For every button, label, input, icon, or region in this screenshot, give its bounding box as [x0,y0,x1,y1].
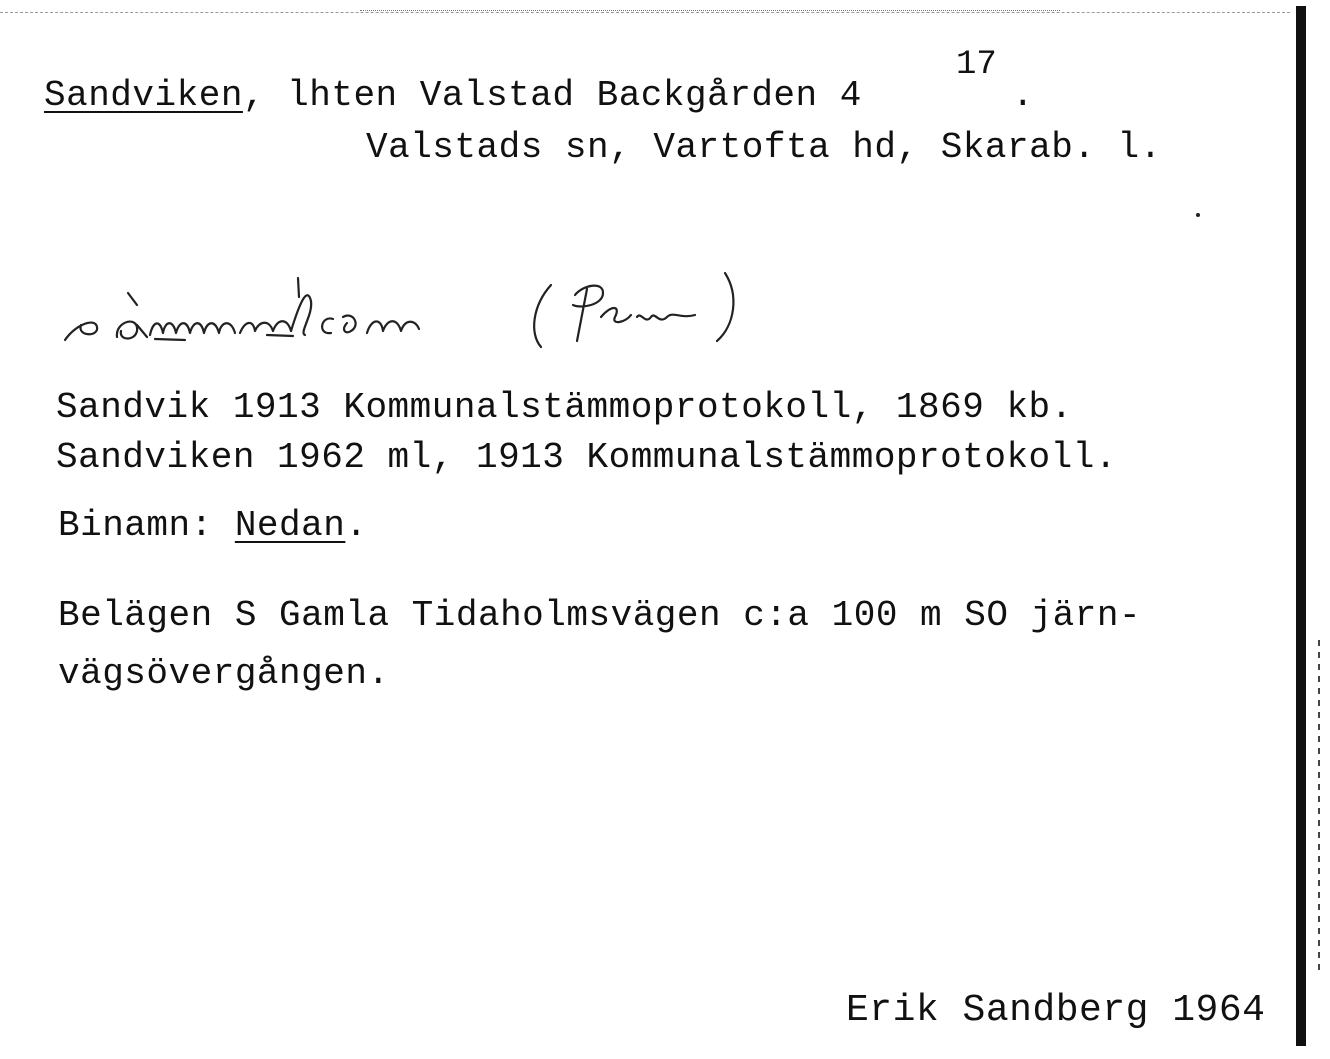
card-right-border-faint [1318,640,1320,970]
header-rest: , lhten Valstad Backgården 4 [242,75,862,116]
place-name: Sandviken [44,75,243,116]
header-line [44,75,862,116]
card-right-border [1296,6,1306,1046]
source-line-1: Sandvik 1913 Kommunalstämmoprotokoll, 1869 kb. [56,387,1073,428]
binamn-value: Nedan [234,505,346,546]
binamn-line [58,505,368,546]
card-top-edge [0,12,1290,13]
binamn-label: Binamn: [58,505,235,546]
handwritten-pronunciation [55,245,755,360]
signature: Erik Sandberg 1964 [846,989,1266,1032]
ink-speck [1196,213,1200,217]
header-end: . [1012,75,1035,116]
description-line-1: Belägen S Gamla Tidaholmsvägen c:a 100 m SO järn- [58,595,1142,636]
header-superscript: 17 [956,46,997,84]
source-line-2: Sandviken 1962 ml, 1913 Kommunalstämmoprotokoll. [56,437,1117,478]
description-line-2: vägsövergången. [58,653,390,694]
card-top-edge-dotted [360,10,1060,11]
location-line: Valstads sn, Vartofta hd, Skarab. l. [366,127,1162,168]
binamn-end: . [345,505,368,546]
